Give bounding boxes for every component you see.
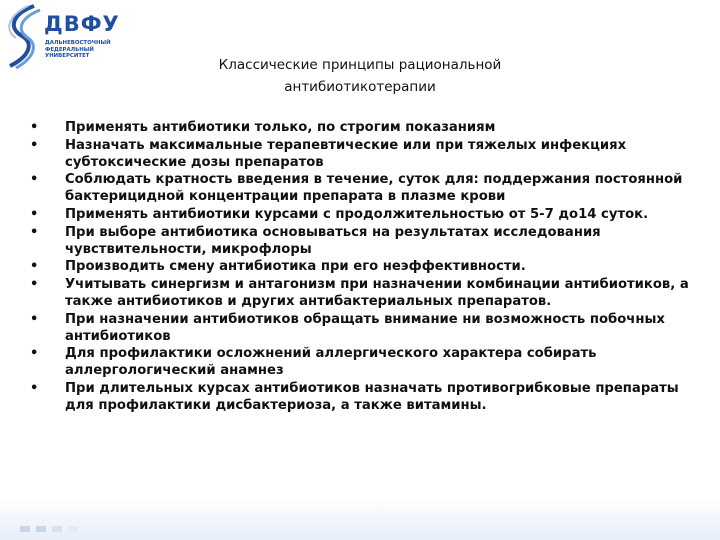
list-item (30, 277, 700, 311)
logo-subtitle: ДАЛЬНЕВОСТОЧНЫЙ ФЕДЕРАЛЬНЫЙ УНИВЕРСИТЕТ (45, 40, 111, 60)
wave-emblem-icon (4, 4, 44, 70)
bullet-icon: • (30, 172, 39, 188)
bullet-icon: • (30, 311, 39, 327)
footer-dots-icon (20, 522, 100, 536)
bullet-icon: • (30, 224, 39, 240)
list-item (30, 381, 700, 415)
list-item (30, 172, 700, 206)
list-item-text: Соблюдать кратность введения в течение, суток для: поддержания постоянной бактерицидной концентрации препарата в плазме крови (65, 172, 683, 205)
list-item (30, 225, 700, 259)
bullet-icon: • (30, 259, 39, 275)
bullet-icon: • (30, 120, 39, 135)
list-item-text: При длительных курсах антибиотиков назначать противогрибковые препараты для профилактики дисбактериоза, а также витамины. (65, 380, 679, 413)
slide-title: Классические принципы рациональной антибиотикотерапии (218, 57, 502, 95)
list-item-text: При выборе антибиотика основываться на результатах исследования чувствительности, микрофлоры (65, 224, 601, 257)
list-item-text: При назначении антибиотиков обращать внимание ни возможность побочных антибиотиков (65, 311, 665, 344)
list-item (30, 138, 700, 172)
list-item-text: Применять антибиотики только, по строгим показаниям (65, 120, 496, 135)
list-item (30, 346, 700, 380)
list-item-text: Для профилактики осложнений аллергического характера собирать аллергологический анамнез (65, 346, 597, 379)
footer-decoration (0, 498, 720, 540)
bullet-icon: • (30, 380, 39, 396)
bullet-icon: • (30, 206, 39, 222)
list-item-text: Учитывать синергизм и антагонизм при назначении комбинации антибиотиков, а также антибиотиков и других антибактериальных препаратов. (65, 277, 689, 309)
list-item (30, 259, 700, 276)
principles-list (30, 120, 700, 416)
list-item (30, 207, 700, 224)
bullet-icon: • (30, 346, 39, 362)
bullet-icon: • (30, 277, 39, 293)
logo-title: ДВФУ (44, 12, 120, 36)
list-item-text: Применять антибиотики курсами с продолжительностью от 5-7 до14 суток. (65, 206, 649, 222)
list-item (30, 120, 700, 137)
bullet-icon: • (30, 137, 39, 153)
list-item-text: Назначать максимальные терапевтические или при тяжелых инфекциях субтоксические дозы препаратов (65, 137, 627, 170)
list-item (30, 312, 700, 346)
list-item-text: Производить смену антибиотика при его неэффективности. (65, 259, 526, 275)
university-logo (4, 4, 124, 74)
